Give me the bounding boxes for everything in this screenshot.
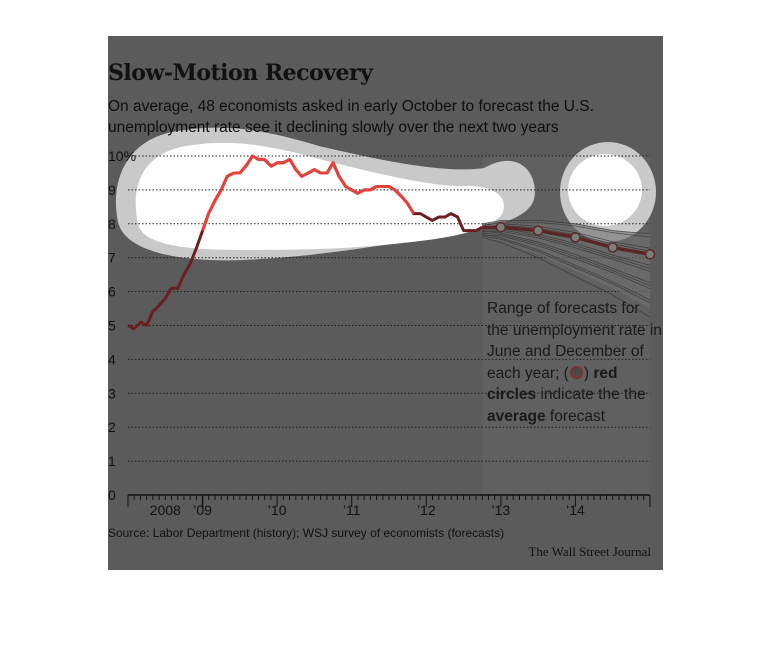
x-tick-label: ’09 xyxy=(193,502,212,518)
x-tick-label: ’10 xyxy=(267,502,287,518)
y-tick-label: 5 xyxy=(108,317,116,334)
annotation-text-2: ) xyxy=(583,364,594,382)
annotation-text-1: Range of forecasts for the unemployment rate in June and December of each year; ( xyxy=(487,300,662,382)
chart-panel xyxy=(108,36,663,570)
annotation-text-3: indicate the the xyxy=(536,386,646,403)
annotation-text-4: forecast xyxy=(545,407,606,425)
average-forecast-point xyxy=(534,226,543,235)
y-tick-label: 6 xyxy=(108,283,116,300)
y-tick-label: 10% xyxy=(108,148,137,164)
annotation-bold-red: red circles xyxy=(487,364,618,403)
red-circle-marker-icon xyxy=(570,366,583,379)
y-tick-label: 7 xyxy=(108,249,116,266)
x-tick-label: ’13 xyxy=(491,502,511,518)
chart-title: Slow-Motion Recovery xyxy=(108,60,373,86)
y-tick-label: 0 xyxy=(108,487,116,503)
average-forecast-point xyxy=(646,250,655,259)
average-forecast-point xyxy=(608,243,617,252)
x-tick-label: ’12 xyxy=(416,502,436,518)
credit-line: The Wall Street Journal xyxy=(528,544,651,559)
x-tick-label: 2008 xyxy=(149,502,181,518)
chart-subtitle: On average, 48 economists asked in early October to forecast the U.S. unemployment rate see it declining slowly over the next two years xyxy=(108,98,594,136)
y-tick-label: 4 xyxy=(108,351,116,368)
y-tick-label: 9 xyxy=(108,181,116,198)
average-forecast-point xyxy=(571,233,580,242)
x-tick-label: ’11 xyxy=(342,502,361,518)
source-note: Source: Labor Department (history); WSJ survey of economists (forecasts) xyxy=(108,526,505,540)
y-tick-label: 3 xyxy=(108,385,116,402)
y-tick-label: 2 xyxy=(108,419,116,436)
forecast-annotation xyxy=(487,298,662,427)
average-forecast-point xyxy=(496,223,505,232)
y-tick-label: 8 xyxy=(108,215,116,232)
annotation-bold-average: average xyxy=(487,407,546,425)
x-tick-label: ’14 xyxy=(566,502,585,518)
y-tick-label: 1 xyxy=(108,453,116,470)
